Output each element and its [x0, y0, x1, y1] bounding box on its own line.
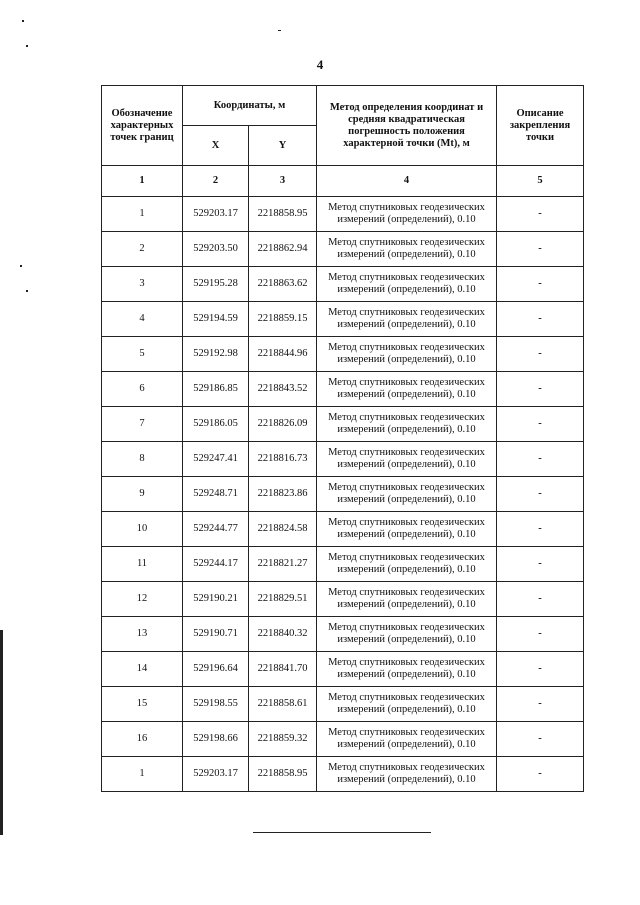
x-coordinate-cell: 529190.71 [183, 617, 249, 652]
description-cell: - [497, 197, 584, 232]
table-row [102, 407, 584, 442]
y-coordinate-cell: 2218824.58 [249, 512, 317, 547]
x-coordinate-cell: 529244.77 [183, 512, 249, 547]
column-number: 3 [249, 166, 317, 197]
point-number-cell: 2 [102, 232, 183, 267]
table-row [102, 582, 584, 617]
point-number-cell: 3 [102, 267, 183, 302]
method-cell: Метод спутниковых геодезических измерений (определений), 0.10 [317, 617, 497, 652]
x-coordinate-cell: 529195.28 [183, 267, 249, 302]
table-row [102, 442, 584, 477]
table-row [102, 757, 584, 792]
table-row [102, 477, 584, 512]
method-cell: Метод спутниковых геодезических измерений (определений), 0.10 [317, 197, 497, 232]
y-coordinate-cell: 2218826.09 [249, 407, 317, 442]
description-cell: - [497, 407, 584, 442]
header-coordinates: Координаты, м [183, 86, 317, 126]
y-coordinate-cell: 2218821.27 [249, 547, 317, 582]
description-cell: - [497, 687, 584, 722]
description-cell: - [497, 267, 584, 302]
method-cell: Метод спутниковых геодезических измерений (определений), 0.10 [317, 337, 497, 372]
column-number: 1 [102, 166, 183, 197]
y-coordinate-cell: 2218863.62 [249, 267, 317, 302]
x-coordinate-cell: 529192.98 [183, 337, 249, 372]
coordinates-table [101, 85, 584, 792]
point-number-cell: 5 [102, 337, 183, 372]
column-number: 2 [183, 166, 249, 197]
table-row [102, 722, 584, 757]
scan-dot [22, 20, 24, 22]
point-number-cell: 10 [102, 512, 183, 547]
header-x: X [183, 126, 249, 166]
x-coordinate-cell: 529198.66 [183, 722, 249, 757]
description-cell: - [497, 722, 584, 757]
header-designation: Обозначение характерных точек границ [102, 86, 183, 166]
table-row [102, 197, 584, 232]
y-coordinate-cell: 2218858.95 [249, 197, 317, 232]
x-coordinate-cell: 529244.17 [183, 547, 249, 582]
description-cell: - [497, 617, 584, 652]
y-coordinate-cell: 2218859.15 [249, 302, 317, 337]
table-row [102, 547, 584, 582]
point-number-cell: 7 [102, 407, 183, 442]
y-coordinate-cell: 2218844.96 [249, 337, 317, 372]
y-coordinate-cell: 2218858.61 [249, 687, 317, 722]
description-cell: - [497, 652, 584, 687]
point-number-cell: 11 [102, 547, 183, 582]
method-cell: Метод спутниковых геодезических измерений (определений), 0.10 [317, 442, 497, 477]
x-coordinate-cell: 529190.21 [183, 582, 249, 617]
table-row [102, 617, 584, 652]
point-number-cell: 14 [102, 652, 183, 687]
method-cell: Метод спутниковых геодезических измерений (определений), 0.10 [317, 652, 497, 687]
y-coordinate-cell: 2218862.94 [249, 232, 317, 267]
point-number-cell: 1 [102, 197, 183, 232]
scan-dot [26, 45, 28, 47]
method-cell: Метод спутниковых геодезических измерений (определений), 0.10 [317, 477, 497, 512]
footer-rule [253, 832, 431, 833]
method-cell: Метод спутниковых геодезических измерений (определений), 0.10 [317, 512, 497, 547]
y-coordinate-cell: 2218841.70 [249, 652, 317, 687]
table-row [102, 512, 584, 547]
description-cell: - [497, 337, 584, 372]
x-coordinate-cell: 529186.85 [183, 372, 249, 407]
y-coordinate-cell: 2218816.73 [249, 442, 317, 477]
table-row [102, 302, 584, 337]
x-coordinate-cell: 529247.41 [183, 442, 249, 477]
point-number-cell: 13 [102, 617, 183, 652]
method-cell: Метод спутниковых геодезических измерений (определений), 0.10 [317, 232, 497, 267]
method-cell: Метод спутниковых геодезических измерений (определений), 0.10 [317, 407, 497, 442]
x-coordinate-cell: 529186.05 [183, 407, 249, 442]
description-cell: - [497, 372, 584, 407]
point-number-cell: 15 [102, 687, 183, 722]
y-coordinate-cell: 2218840.32 [249, 617, 317, 652]
description-cell: - [497, 547, 584, 582]
method-cell: Метод спутниковых геодезических измерений (определений), 0.10 [317, 302, 497, 337]
column-numbers-row [102, 166, 584, 197]
point-number-cell: 1 [102, 757, 183, 792]
x-coordinate-cell: 529203.50 [183, 232, 249, 267]
table-row [102, 337, 584, 372]
method-cell: Метод спутниковых геодезических измерений (определений), 0.10 [317, 547, 497, 582]
table-row [102, 687, 584, 722]
table-row [102, 232, 584, 267]
method-cell: Метод спутниковых геодезических измерений (определений), 0.10 [317, 267, 497, 302]
page-number: 4 [316, 57, 324, 72]
description-cell: - [497, 302, 584, 337]
method-cell: Метод спутниковых геодезических измерений (определений), 0.10 [317, 722, 497, 757]
method-cell: Метод спутниковых геодезических измерений (определений), 0.10 [317, 757, 497, 792]
y-coordinate-cell: 2218823.86 [249, 477, 317, 512]
x-coordinate-cell: 529248.71 [183, 477, 249, 512]
table-row [102, 652, 584, 687]
point-number-cell: 16 [102, 722, 183, 757]
description-cell: - [497, 582, 584, 617]
y-coordinate-cell: 2218843.52 [249, 372, 317, 407]
description-cell: - [497, 477, 584, 512]
method-cell: Метод спутниковых геодезических измерений (определений), 0.10 [317, 582, 497, 617]
header-y: Y [249, 126, 317, 166]
scan-dot [20, 265, 22, 267]
x-coordinate-cell: 529198.55 [183, 687, 249, 722]
column-number: 4 [317, 166, 497, 197]
description-cell: - [497, 232, 584, 267]
description-cell: - [497, 757, 584, 792]
method-cell: Метод спутниковых геодезических измерений (определений), 0.10 [317, 687, 497, 722]
header-method: Метод определения координат и средняя квадратическая погрешность положения характерной точки (Mt), м [317, 86, 497, 166]
point-number-cell: 8 [102, 442, 183, 477]
point-number-cell: 12 [102, 582, 183, 617]
point-number-cell: 6 [102, 372, 183, 407]
x-coordinate-cell: 529203.17 [183, 757, 249, 792]
table-row [102, 372, 584, 407]
table-body [102, 197, 584, 792]
scan-dot [26, 290, 28, 292]
scan-edge-mark [0, 630, 3, 835]
header-description: Описание закрепления точки [497, 86, 584, 166]
scan-dot [278, 30, 281, 31]
y-coordinate-cell: 2218859.32 [249, 722, 317, 757]
y-coordinate-cell: 2218858.95 [249, 757, 317, 792]
point-number-cell: 9 [102, 477, 183, 512]
description-cell: - [497, 512, 584, 547]
column-number: 5 [497, 166, 584, 197]
method-cell: Метод спутниковых геодезических измерений (определений), 0.10 [317, 372, 497, 407]
table-row [102, 267, 584, 302]
x-coordinate-cell: 529194.59 [183, 302, 249, 337]
description-cell: - [497, 442, 584, 477]
x-coordinate-cell: 529196.64 [183, 652, 249, 687]
point-number-cell: 4 [102, 302, 183, 337]
y-coordinate-cell: 2218829.51 [249, 582, 317, 617]
x-coordinate-cell: 529203.17 [183, 197, 249, 232]
